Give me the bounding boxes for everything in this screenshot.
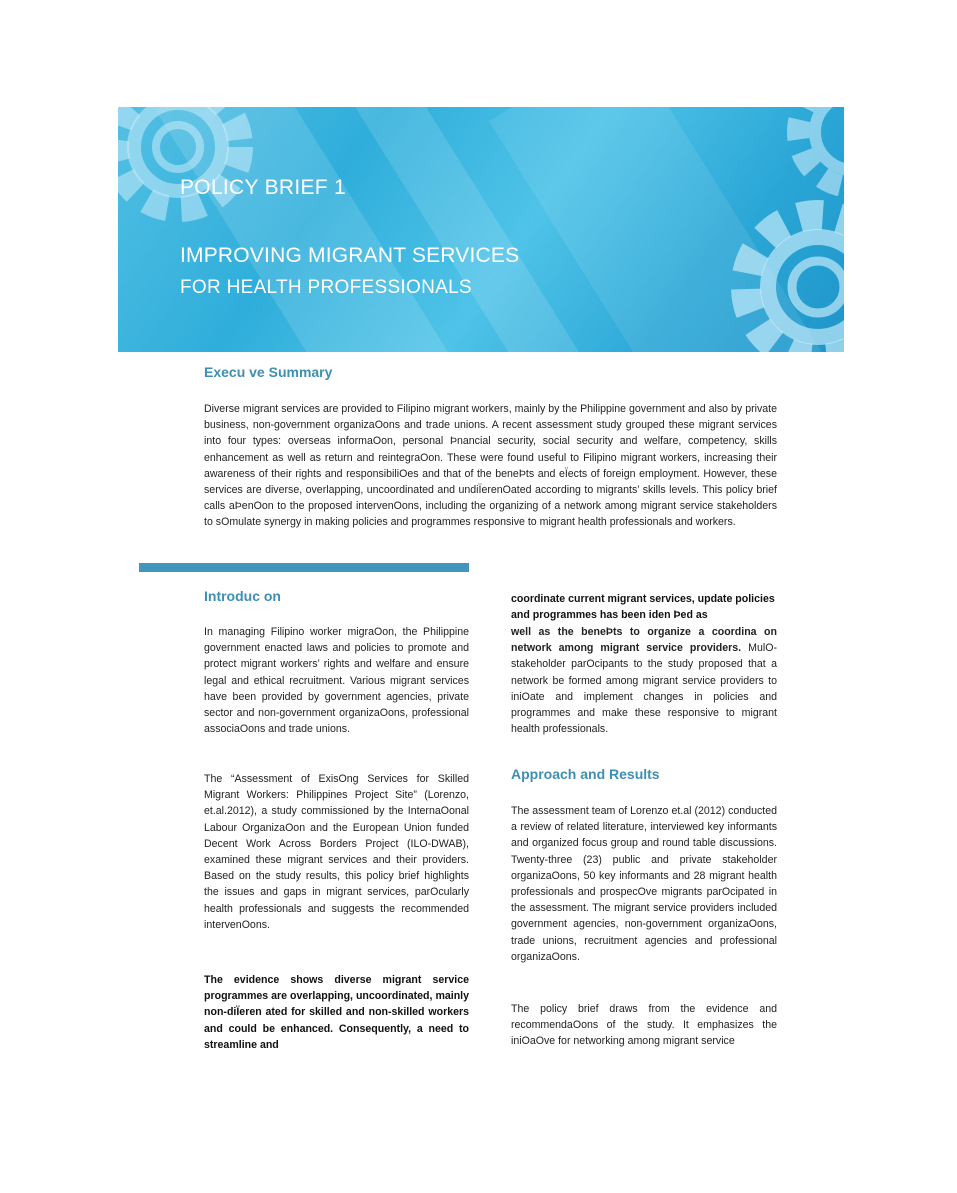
approach-paragraph: The assessment team of Lorenzo et.al (2012) conducted a review of related literature, interviewed key informants and organized focus group and round table discussions. Twenty-three (23) public and private stakeholder organizaOons, 50 key informants and 28 migrant health professionals and prospecOve migrants parOcipated in the assessment. The migrant service providers included government agencies, non-government organizaOons, trade unions, recruitment agencies and professional organizaOons.	[511, 805, 777, 963]
brief-heading-line2: FOR HEALTH PROFESSIONALS	[180, 277, 472, 298]
section-divider	[139, 563, 469, 572]
network-paragraph-rest: MulO-stakeholder parOcipants to the study proposed that a network be formed among migrant service providers to iniOate and implement changes in policies and programmes and make these responsive to migrant health professionals.	[511, 642, 777, 736]
executive-summary-text: Diverse migrant services are provided to Filipino migrant workers, mainly by the Philippine government and also by private business, non-government organizaOons and trade unions. A recent assessment study grouped these migrant services into four types: overseas informaOon, personal Þnancial security, social security and welfare, competency, skills enhancement as well as return and reintegraOon. These were found useful to Filipino migrant workers, increasing their awareness of their rights and responsibiliOes and that of the beneÞts and eÏects of foreign employment. However, these services are diverse, overlapping, uncoordinated and undiÏerenOated according to migrants’ skills levels. This policy brief calls aÞenOon to the proposed intervenOons, including the organizing of a network among migrant service stakeholders to sOmulate synergy in making policies and programmes responsive to migrant health professionals and workers.	[204, 403, 777, 529]
policy-brief-title: POLICY BRIEF 1	[180, 176, 347, 199]
approach-paragraph: The policy brief draws from the evidence and recommendaOons of the study. It emphasizes the iniOaOve for networking among migrant service	[511, 1003, 777, 1048]
evidence-paragraph: The evidence shows diverse migrant service programmes are overlapping, uncoordinated, mainly non-diÏeren ated for skilled and non-skilled workers and could be enhanced. Consequently, a need to streamline and	[204, 974, 469, 1051]
approach-results-title: Approach and Results	[511, 766, 660, 782]
introduction-paragraph: In managing Filipino worker migraOon, the Philippine government enacted laws and policies to promote and protect migrant workers’ rights and welfare and ensure legal and ethical recruitment. Various migrant services have been provided by government agencies, private sector and non-government organizaOons, professional associaOons and trade unions.	[204, 626, 469, 736]
brief-heading-line1: IMPROVING MIGRANT SERVICES	[180, 244, 520, 267]
executive-summary-title: Execu ve Summary	[204, 364, 333, 380]
header-banner	[118, 107, 844, 352]
gear-icon	[708, 177, 844, 352]
network-paragraph-bold: well as the beneÞts to organize a coordina on network among migrant service providers.	[511, 626, 777, 655]
introduction-paragraph: The “Assessment of ExisOng Services for Skilled Migrant Workers: Philippines Project Site” (Lorenzo, et.al.2012), a study commissioned by the InternaOonal Labour OrganizaOon and the European Union funded Decent Work Across Borders Project (ILO-DWAB), examined these migrant services and their providers. Based on the study results, this policy brief highlights the issues and gaps in migrant services, parOcularly health professionals and suggests the recommended intervenOons.	[204, 773, 469, 931]
network-paragraph	[511, 624, 777, 737]
introduction-title: Introduc on	[204, 588, 281, 604]
evidence-paragraph-continued: coordinate current migrant services, update policies and programmes has been iden Þed as	[511, 593, 775, 622]
